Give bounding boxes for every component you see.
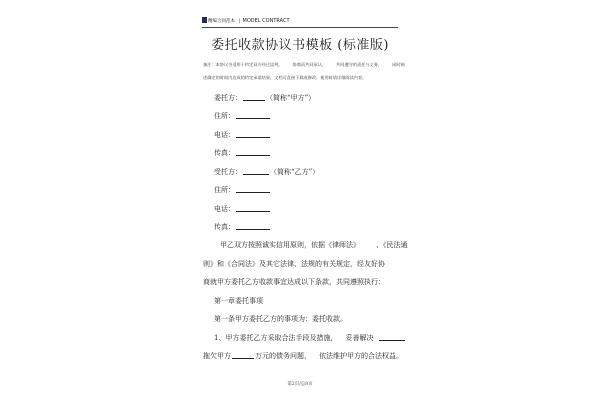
header-right-text: MODEL CONTRACT [242,18,290,24]
item-1-line1: 1、甲方委托乙方采取合法手段及措施， 妥善解决 [214,333,406,343]
principal-phone-blank [236,131,270,138]
agent-phone-blank [236,205,270,212]
agent-fax-blank [236,223,270,230]
page-footer: 第2页/总8页 [287,382,313,387]
principal-party-line: 委托方： （简称“甲方”） [214,94,316,102]
page-header [202,17,398,28]
document-title: 委托收款协议书模板 (标准版) [211,38,389,53]
agent-address-line: 住所： [214,185,271,195]
principal-fax-line: 传真： [214,148,271,158]
amount-blank [232,352,254,359]
agent-fax-line: 传真： [214,222,271,232]
header-separator: | [239,19,241,24]
agent-name-blank [243,168,269,175]
header-left-text: 精编合同范本 [208,19,235,24]
item-1-line2: 拖欠甲方 万元的债务问题， 依法维护甲方的合法权益。 [203,352,403,360]
chapter-heading: 第一章委托事项 [214,297,263,305]
body-para1-line1: 甲乙双方按照诚实信用原则，依据《律师法》 、《民法通 [220,241,408,249]
principal-fax-blank [236,149,270,156]
principal-address-blank [236,112,270,119]
agent-party-line: 受托方： （简称“乙方”） [214,168,320,176]
principal-address-line: 住所： [214,111,271,121]
article-1: 第一条甲方委托乙方的事项为：委托收款。 [214,315,347,323]
note-line-2: 述确定的时间内达成的约定承诺结果，文档可直接下载或修改，使用时请详细阅读内容。 [203,75,367,80]
note-line-1: 备注：本协议书适用于约定双方经过谈判， 协商而共同承认， 共同遵守的责任与义务， 同时阐 [203,62,405,67]
body-para1-line2: 则》和《合同法》及其它法律、法规的有关规定，经友好协 [203,260,385,268]
debtor-name-blank [379,334,405,341]
logo-mark [202,17,207,23]
agent-phone-line: 电话： [214,204,271,214]
agent-address-blank [236,186,270,193]
principal-name-blank [243,94,265,101]
principal-phone-line: 电话： [214,130,271,140]
body-para1-line3: 商就甲方委托乙方收款事宜达成以下条款，共同遵照执行： [203,278,385,286]
